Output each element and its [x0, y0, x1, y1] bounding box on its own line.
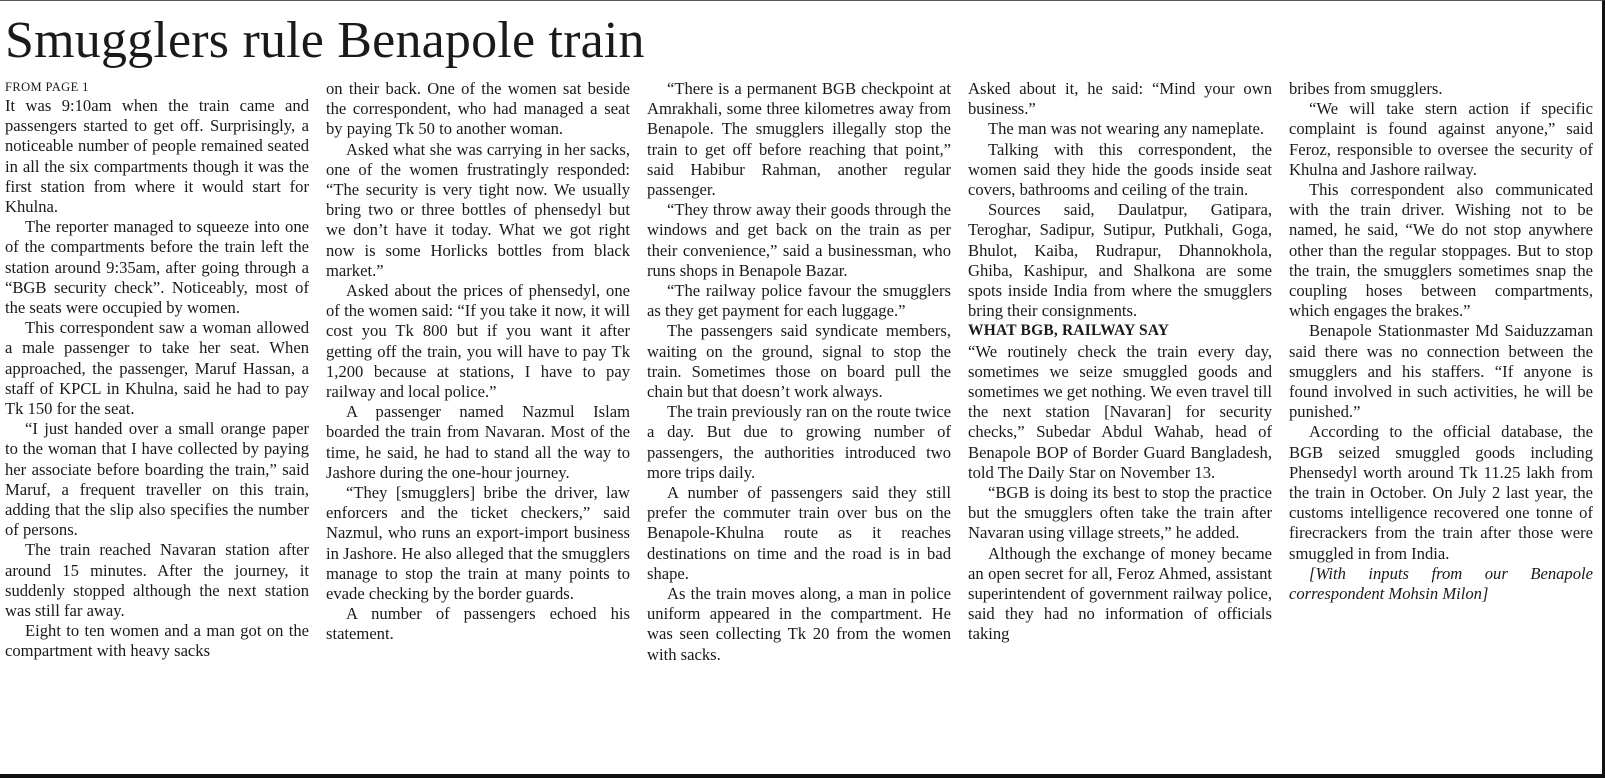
from-page-label: FROM PAGE 1: [5, 80, 89, 94]
paragraph: Asked about it, he said: “Mind your own business.”: [968, 79, 1272, 119]
section-subhead: WHAT BGB, RAILWAY SAY: [968, 322, 1170, 340]
column-3: [647, 79, 951, 769]
paragraph: The reporter managed to squeeze into one of the compartments before the train left the station around 9:35am, after going through a “BGB security check”. Noticeably, most of the seats were occupied by women.: [5, 217, 309, 318]
paragraph: Benapole Stationmaster Md Saiduzzaman said there was no connection between the smugglers and his staffers. “If anyone is found involved in such activities, he will be punished.”: [1289, 321, 1593, 422]
paragraph: Eight to ten women and a man got on the compartment with heavy sacks: [5, 621, 309, 661]
paragraph: “I just handed over a small orange paper to the woman that I have collected by paying her associate before boarding the train,” said Maruf, a frequent traveller on this train, adding that the slip also specifies the number of persons.: [5, 419, 309, 540]
paragraph: “We will take stern action if specific complaint is found against anyone,” said Feroz, responsible to oversee the security of Khulna and Jashore railway.: [1289, 99, 1593, 179]
paragraph: As the train moves along, a man in police uniform appeared in the compartment. He was seen collecting Tk 20 from the women with sacks.: [647, 584, 951, 664]
byline-credit: [With inputs from our Benapole correspondent Mohsin Milon]: [1289, 563, 1593, 604]
paragraph: “BGB is doing its best to stop the practice but the smugglers often take the train after Navaran using village streets,” he added.: [968, 483, 1272, 543]
article-columns: [5, 79, 1593, 769]
paragraph: bribes from smugglers.: [1289, 79, 1443, 98]
headline: Smugglers rule Benapole train: [5, 12, 645, 69]
paragraph: on their back. One of the women sat beside the correspondent, who had managed a seat by paying Tk 50 to another woman.: [326, 79, 630, 139]
paragraph: It was 9:10am when the train came and passengers started to get off. Surprisingly, a noticeable number of people remained seated in all the six compartments though it was the first station from where it would start for Khulna.: [5, 96, 309, 217]
paragraph: “They throw away their goods through the windows and get back on the train as per their convenience,” said a businessman, who runs shops in Benapole Bazar.: [647, 200, 951, 280]
paragraph: The train previously ran on the route twice a day. But due to growing number of passengers, the authorities introduced two more trips daily.: [647, 402, 951, 482]
column-1: [5, 79, 309, 769]
paragraph: A number of passengers said they still prefer the commuter train over bus on the Benapole-Khulna route as it reaches destinations on time and the road is in bad shape.: [647, 483, 951, 583]
paragraph: According to the official database, the BGB seized smuggled goods including Phensedyl worth around Tk 11.25 lakh from the train in October. On July 2 last year, the customs intelligence recovered one tonne of firecrackers from the train after those were smuggled in from India.: [1289, 422, 1593, 563]
paragraph: “There is a permanent BGB checkpoint at Amrakhali, some three kilometres away from Benapole. The smugglers illegally stop the train to get off before reaching that point,” said Habibur Rahman, another regular passenger.: [647, 79, 951, 200]
column-5: [1289, 79, 1593, 769]
paragraph: A number of passengers echoed his statement.: [326, 604, 630, 644]
column-2: [326, 79, 630, 769]
paragraph: Although the exchange of money became an open secret for all, Feroz Ahmed, assistant superintendent of government railway police, said they had no information of officials taking: [968, 543, 1272, 644]
paragraph: This correspondent also communicated with the train driver. Wishing not to be named, he said, “We do not stop anywhere other than the regular stoppages. But to stop the train, the smugglers sometimes snap the coupling hoses between compartments, which engages the brakes.”: [1289, 180, 1593, 321]
paragraph: The man was not wearing any nameplate.: [988, 119, 1265, 139]
paragraph: This correspondent saw a woman allowed a male passenger to take her seat. When approached, the passenger, Maruf Hassan, a staff of KPCL in Khulna, said he had to pay Tk 150 for the seat.: [5, 318, 309, 419]
paragraph: A passenger named Nazmul Islam boarded the train from Navaran. Most of the time, he said, he had to stand all the way to Jashore during the one-hour journey.: [326, 402, 630, 482]
column-4: [968, 79, 1272, 769]
paragraph: “The railway police favour the smugglers as they get payment for each luggage.”: [647, 281, 951, 321]
paragraph: The train reached Navaran station after around 15 minutes. After the journey, it suddenly stopped although the next station was still far away.: [5, 540, 309, 621]
paragraph: “They [smugglers] bribe the driver, law enforcers and the ticket checkers,” said Nazmul, who runs an export-import business in Jashore. He also alleged that the smugglers manage to stop the train at many points to evade checking by the border guards.: [326, 483, 630, 604]
paragraph: Asked about the prices of phensedyl, one of the women said: “If you take it now, it will cost you Tk 800 but if you want it after getting off the train, you will have to pay Tk 1,200 because at stations, I have to pay railway and local police.”: [326, 281, 630, 402]
paragraph: Sources said, Daulatpur, Gatipara, Teroghar, Sadipur, Sutipur, Putkhali, Goga, Bhulot, Kaiba, Rudrapur, Dhannokhola, Ghiba, Kashipur, and Shalkona are some spots inside India from where the smugglers bring their consignments.: [968, 200, 1272, 321]
paragraph: “We routinely check the train every day, sometimes we seize smuggled goods and sometimes we get nothing. We even travel till the next station [Navaran] for security checks,” Subedar Abdul Wahab, head of Benapole BOP of Border Guard Bangladesh, told The Daily Star on November 13.: [968, 341, 1272, 482]
paragraph: Asked what she was carrying in her sacks, one of the women frustratingly responded: “The security is very tight now. We usually bring two or three bottles of phensedyl but we don’t have it today. What we got right now is some Horlicks bottles from black market.”: [326, 139, 630, 280]
paragraph: The passengers said syndicate members, waiting on the ground, signal to stop the train. Sometimes those on board pull the chain but that doesn’t work always.: [647, 321, 951, 402]
paragraph: Talking with this correspondent, the women said they hide the goods inside seat covers, bathrooms and ceiling of the train.: [968, 139, 1272, 200]
